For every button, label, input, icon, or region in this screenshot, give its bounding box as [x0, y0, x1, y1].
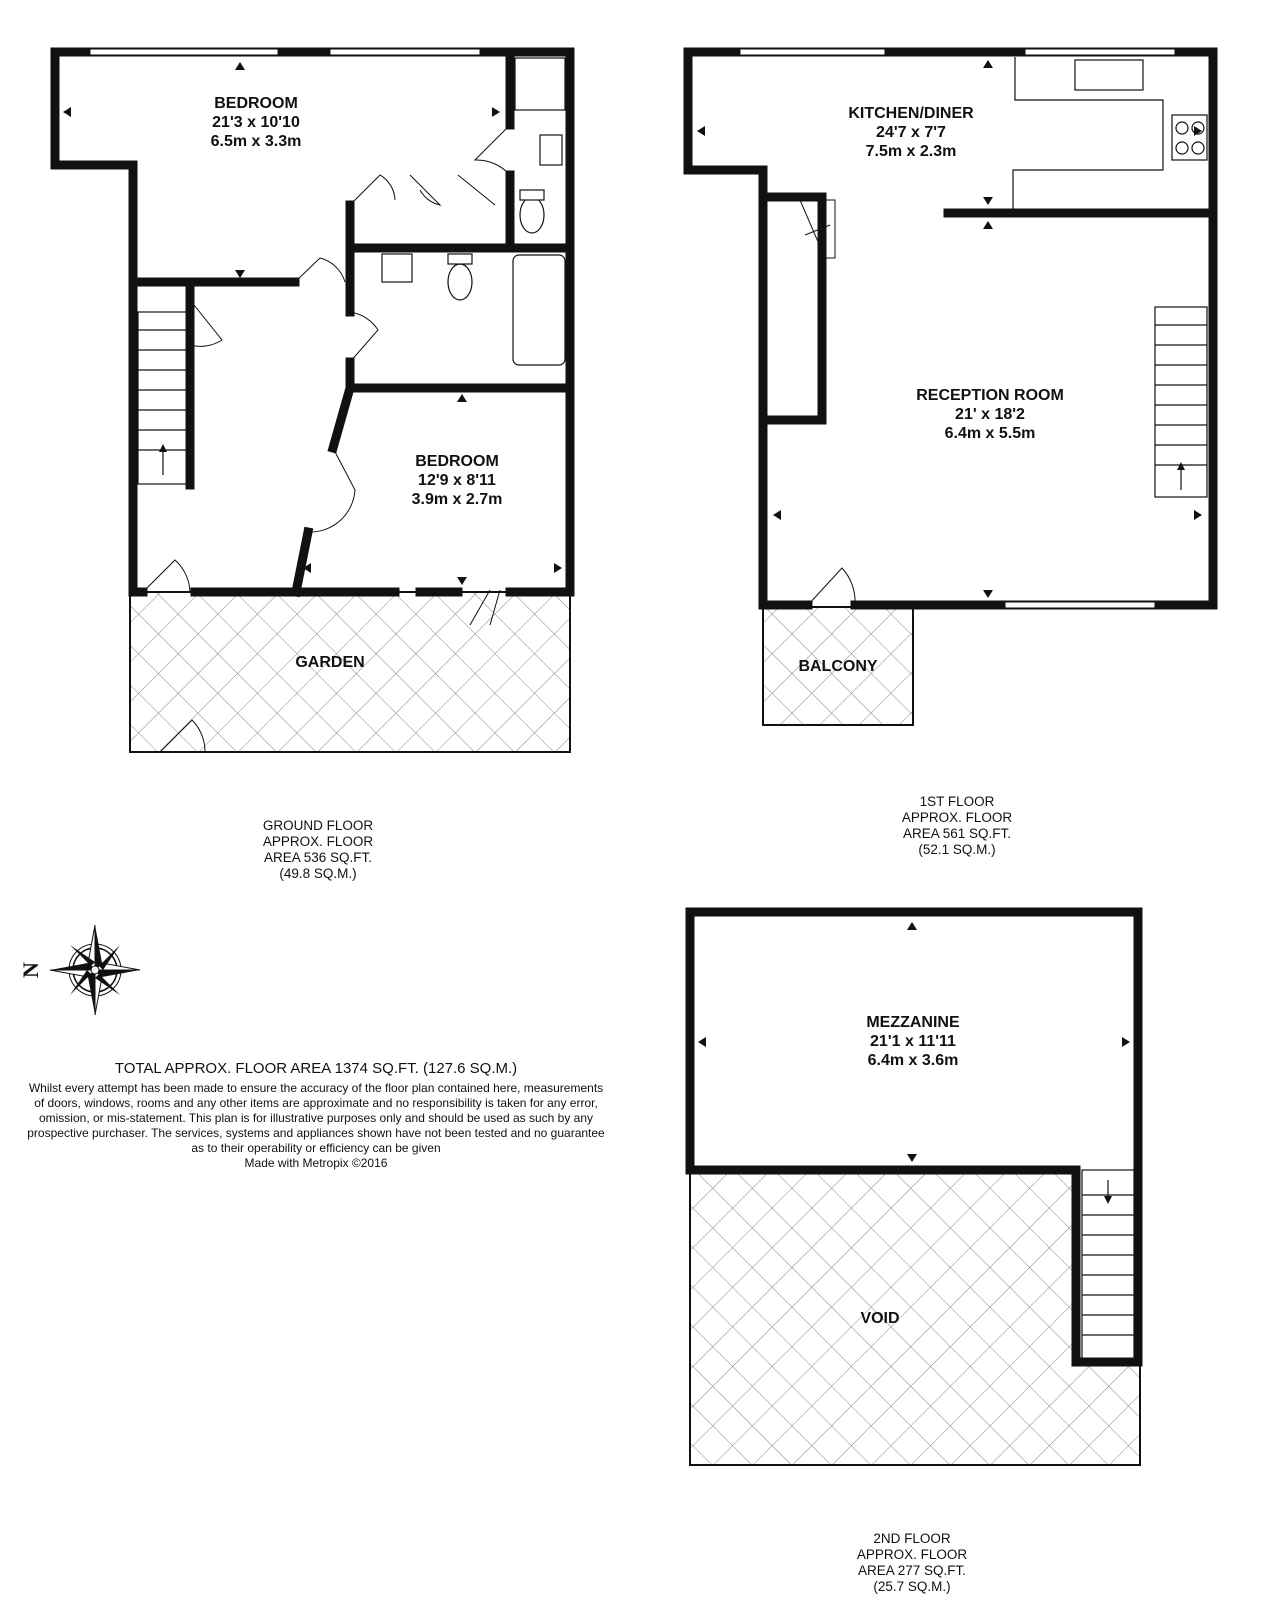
- room-dimensions-metric: 3.9m x 2.7m: [411, 491, 503, 508]
- dimension-marker: [554, 563, 562, 573]
- svg-text:as to their operability or eff: as to their operability or efficiency can be given: [191, 1141, 441, 1155]
- bedroom2-wall-left: [333, 388, 350, 448]
- chimney-breast: [770, 197, 822, 420]
- dimension-marker: [698, 1037, 706, 1047]
- door-swing: [308, 448, 355, 532]
- room-name: KITCHEN/DINER: [848, 105, 974, 122]
- window: [90, 49, 278, 55]
- dimension-marker: [983, 197, 993, 205]
- basin-fixture: [382, 254, 412, 282]
- total-area: TOTAL APPROX. FLOOR AREA 1374 SQ.FT. (127.6 SQ.M.): [114, 1060, 518, 1077]
- room-dimensions-metric: 6.5m x 3.3m: [210, 133, 302, 150]
- room-dimensions-imperial: 21'1 x 11'11: [870, 1033, 956, 1050]
- room-name: BEDROOM: [214, 95, 298, 112]
- room-dimensions-imperial: 12'9 x 8'11: [418, 472, 496, 489]
- bath-fixture: [513, 255, 565, 365]
- room-dimensions-imperial: 21'3 x 10'10: [212, 114, 300, 131]
- garden-label: GARDEN: [295, 654, 365, 671]
- window: [330, 49, 480, 55]
- first-floor-outer-wall-left: [688, 52, 808, 605]
- shower-tray: [515, 58, 565, 110]
- dimension-marker: [983, 221, 993, 229]
- svg-text:GROUND FLOOR: GROUND FLOOR: [262, 818, 374, 833]
- dimension-marker: [1194, 510, 1202, 520]
- disclaimer: [27, 1081, 605, 1170]
- staircase: [1155, 307, 1207, 497]
- void-label: VOID: [860, 1310, 900, 1327]
- balcony-label: BALCONY: [798, 658, 878, 675]
- svg-text:APPROX. FLOOR: APPROX. FLOOR: [856, 1547, 968, 1562]
- ground-floor-outer-wall-left: [55, 52, 143, 592]
- svg-text:2ND FLOOR: 2ND FLOOR: [873, 1531, 951, 1546]
- room-name: RECEPTION ROOM: [916, 387, 1064, 404]
- room-dimensions-metric: 7.5m x 2.3m: [865, 143, 957, 160]
- svg-text:AREA 561 SQ.FT.: AREA 561 SQ.FT.: [902, 826, 1012, 841]
- sink-fixture: [1075, 60, 1143, 90]
- svg-text:APPROX. FLOOR: APPROX. FLOOR: [901, 810, 1013, 825]
- room-name: BEDROOM: [415, 453, 499, 470]
- room-dimensions-imperial: 21' x 18'2: [955, 406, 1025, 423]
- svg-text:omission, or mis-statement. Th: omission, or mis-statement. This plan is for illustrative purposes only and should be used as such by any: [38, 1111, 594, 1125]
- dimension-marker: [907, 1154, 917, 1162]
- dimension-marker: [983, 590, 993, 598]
- svg-text:(52.1 SQ.M.): (52.1 SQ.M.): [918, 842, 996, 857]
- compass-rose-icon: [50, 925, 140, 1015]
- north-label: N: [18, 962, 43, 978]
- dimension-marker: [983, 60, 993, 68]
- bedroom2-wall-left2: [296, 532, 308, 592]
- first-floor-caption: [902, 794, 1013, 857]
- svg-text:APPROX. FLOOR: APPROX. FLOOR: [262, 834, 374, 849]
- window: [740, 49, 885, 55]
- dimension-marker: [773, 510, 781, 520]
- dimension-marker: [457, 577, 467, 585]
- door-swing: [295, 258, 345, 282]
- ensuite-fixtures: [515, 58, 565, 233]
- window: [1025, 49, 1175, 55]
- ground-floor-caption: [263, 818, 374, 881]
- dimension-marker: [457, 394, 467, 402]
- svg-text:Made with Metropix ©2016: Made with Metropix ©2016: [244, 1156, 388, 1170]
- dimension-marker: [907, 922, 917, 930]
- room-dimensions-metric: 6.4m x 3.6m: [867, 1052, 959, 1069]
- bathroom-fixtures: [382, 254, 565, 365]
- garden-area: [130, 592, 570, 752]
- room-name: MEZZANINE: [866, 1014, 960, 1031]
- svg-text:AREA 277 SQ.FT.: AREA 277 SQ.FT.: [857, 1563, 967, 1578]
- dimension-marker: [492, 107, 500, 117]
- door-swing: [475, 125, 510, 175]
- svg-text:(49.8 SQ.M.): (49.8 SQ.M.): [279, 866, 357, 881]
- second-floor-plan: [690, 912, 1140, 1465]
- ground-floor-plan: [55, 49, 570, 752]
- room-dimensions-imperial: 24'7 x 7'7: [876, 124, 946, 141]
- staircase: [138, 312, 188, 484]
- door-swing: [808, 568, 855, 605]
- door-swing: [143, 560, 190, 592]
- svg-text:1ST FLOOR: 1ST FLOOR: [919, 794, 995, 809]
- dimension-marker: [235, 62, 245, 70]
- wardrobe-doors: [350, 175, 495, 205]
- dimension-marker: [697, 126, 705, 136]
- window: [1005, 602, 1155, 608]
- svg-text:(25.7 SQ.M.): (25.7 SQ.M.): [873, 1579, 951, 1594]
- basin-fixture: [540, 135, 562, 165]
- dimension-marker: [63, 107, 71, 117]
- svg-text:Whilst every attempt has been: Whilst every attempt has been made to ensure the accuracy of the floor plan contained here, measurements: [28, 1081, 604, 1095]
- svg-text:prospective purchaser. The ser: prospective purchaser. The services, systems and appliances shown have not been tested and no guarantee: [27, 1126, 605, 1140]
- toilet-fixture: [448, 264, 472, 300]
- door-swing: [350, 312, 378, 362]
- dimension-marker: [1122, 1037, 1130, 1047]
- toilet-fixture: [520, 197, 544, 233]
- staircase: [1082, 1170, 1134, 1360]
- svg-text:AREA 536 SQ.FT.: AREA 536 SQ.FT.: [263, 850, 373, 865]
- dimension-marker: [235, 270, 245, 278]
- second-floor-caption: [857, 1531, 968, 1594]
- door-swing: [190, 300, 222, 346]
- svg-text:of doors, windows, rooms and a: of doors, windows, rooms and any other items are approximate and no responsibility is taken for any error,: [34, 1096, 598, 1110]
- room-dimensions-metric: 6.4m x 5.5m: [944, 425, 1036, 442]
